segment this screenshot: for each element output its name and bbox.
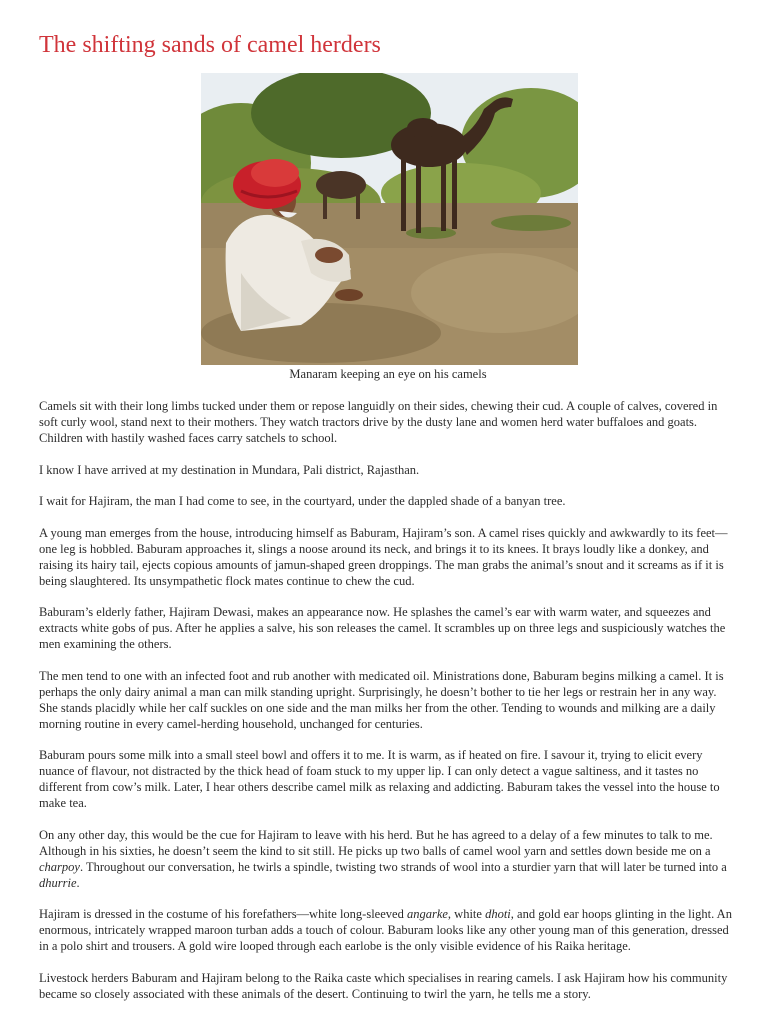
- paragraph: Baburam’s elderly father, Hajiram Dewasi, makes an appearance now. He splashes the camel’s ear with warm water, and squeezes and extracts white gobs of pus. After he applies a salve, his son releases the camel. It scrambles up on three legs and suspiciously watches the men examining the others.: [39, 605, 726, 651]
- paragraph-text: Hajiram is dressed in the costume of his forefathers—white long-sleeved: [39, 907, 407, 921]
- italic-term: dhoti: [485, 907, 511, 921]
- italic-term: dhurrie: [39, 875, 77, 890]
- paragraph: I know I have arrived at my destination in Mundara, Pali district, Rajasthan.: [39, 462, 420, 477]
- paragraph: Livestock herders Baburam and Hajiram belong to the Raika caste which specialises in rearing camels. I ask Hajiram how his community became so closely associated with these animals of the desert. Continuing to twirl the yarn, he tells me a story.: [39, 970, 728, 1001]
- paragraph-text: . Throughout our conversation, he twirls a spindle, twisting two strands of wool into a sturdier yarn that will later be turned into a: [79, 859, 727, 874]
- italic-term: angarke: [406, 907, 448, 921]
- photo-caption: Manaram keeping an eye on his camels: [289, 367, 487, 381]
- photo-camels-herder: [201, 73, 578, 365]
- paragraph: The men tend to one with an infected foot and rub another with medicated oil. Ministrations done, Baburam begins milking a camel. It is perhaps the only dairy animal a man can milk standing upright. Surprisingly, he doesn’t bother to tie her legs or restrain her in any way. She stands placidly while her calf suckles on one side and the man milks her from the other. Tending to wounds and milking are a daily morning routine in every camel-herding household, unchanged for centuries.: [39, 668, 724, 731]
- paragraph: [39, 906, 737, 954]
- paragraph: [39, 827, 737, 891]
- italic-term: charpoy: [39, 859, 80, 874]
- paragraph-text: , and gold ear hoops glinting in the light. An enormous, intricately wrapped maroon turban adds a touch of colour. Baburam looks like any other young man of this generation, dressed in a polo shirt and trousers. A gold wire looped through each earlobe is the only visible evidence of his Raika heritage.: [39, 907, 732, 953]
- paragraph-text: .: [76, 875, 80, 890]
- article-photo: [201, 73, 578, 365]
- paragraph: Baburam pours some milk into a small steel bowl and offers it to me. It is warm, as if heated on fire. I savour it, trying to elicit every nuance of flavour, not distracted by the thick head of foam stuck to my upper lip. I can only detect a vague saltiness, and it tastes no different from cow’s milk. Later, I hear others describe camel milk as relaxing and addicting. Baburam takes the vessel into the house to make tea.: [39, 748, 720, 810]
- paragraph: A young man emerges from the house, introducing himself as Baburam, Hajiram’s son. A camel rises quickly and awkwardly to its feet—one leg is hobbled. Baburam approaches it, slings a noose around its neck, and brings it to its knees. It brays loudly like a donkey, and raising its hairy tail, ejects copious amounts of jamun-shaped green droppings. The man grabs the animal’s snout and it screams as if it is being slaughtered. Its unsympathetic flock mates continue to chew the cud.: [39, 525, 728, 588]
- paragraph-text: On any other day, this would be the cue for Hajiram to leave with his herd. But he has agreed to a delay of a few minutes to talk to me. Although in his sixties, he doesn’t seem the kind to sit still. He picks up two balls of camel wool yarn and settles down beside me on a: [39, 827, 713, 858]
- paragraph: I wait for Hajiram, the man I had come to see, in the courtyard, under the dappled shade of a banyan tree.: [39, 494, 566, 508]
- paragraph-text: , white: [447, 907, 486, 921]
- article-title: The shifting sands of camel herders: [39, 32, 381, 58]
- paragraph: Camels sit with their long limbs tucked under them or repose languidly on their sides, chewing their cud. A couple of calves, covered in soft curly wool, stand next to their mothers. They watch tractors drive by the dusty lane and women herd water buffaloes and goats. Children with hastily washed faces carry satchels to school.: [39, 399, 718, 445]
- article-body: [39, 398, 737, 1017]
